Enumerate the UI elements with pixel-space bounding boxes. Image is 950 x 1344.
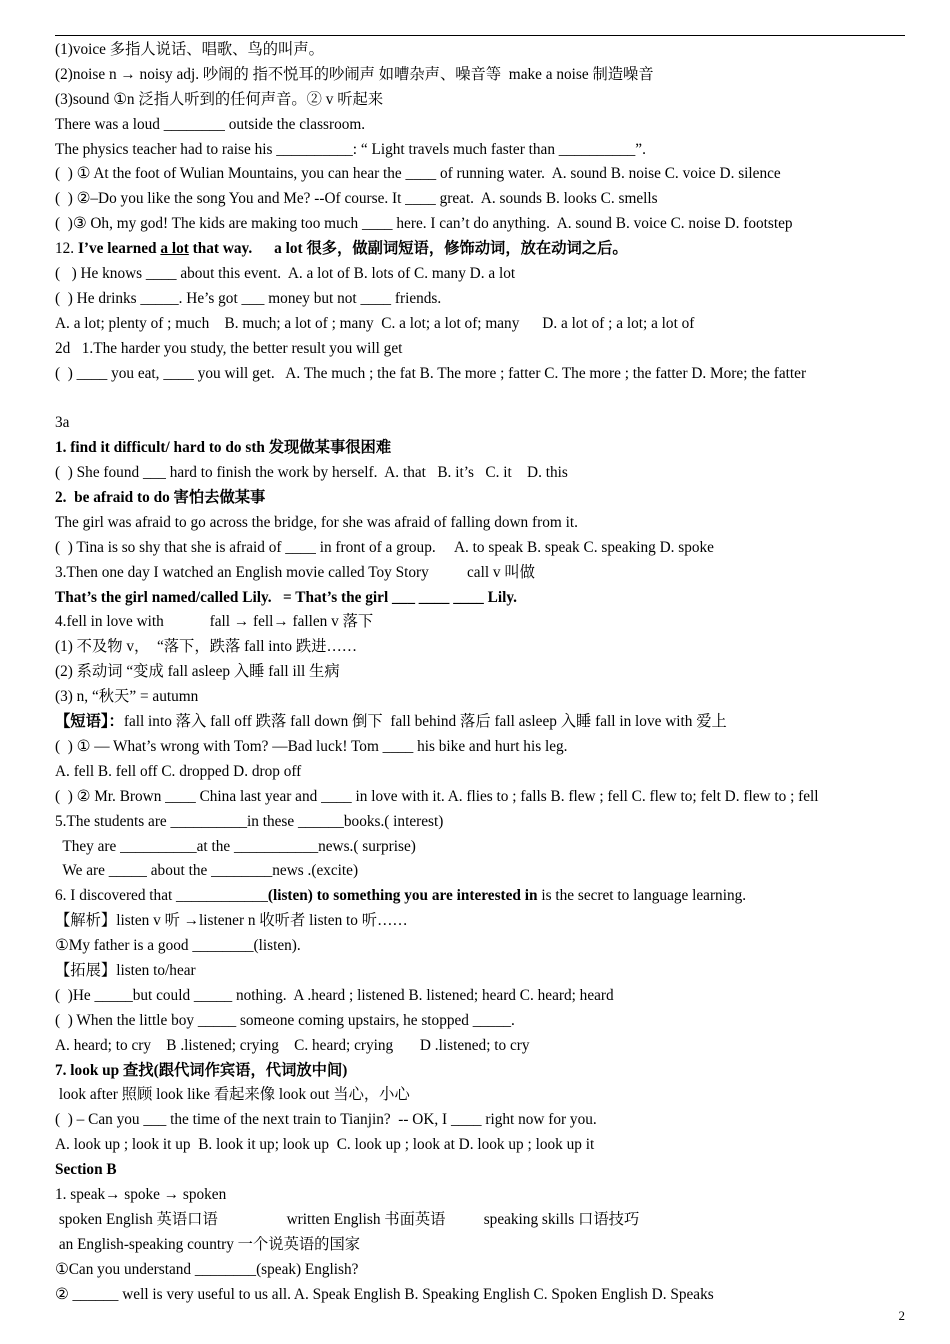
text-line: 【解析】listen v 听 →listener n 收听者 listen to 听…… bbox=[55, 912, 408, 930]
line-number: 12. bbox=[55, 240, 78, 258]
text-line: ( ) ① At the foot of Wulian Mountains, you can hear the ____ of running water. A. sound B. noise C. voice D. silence bbox=[55, 165, 781, 183]
text-line: (2) 系动词 “变成 fall asleep 入睡 fall ill 生病 bbox=[55, 663, 340, 681]
text-line: Section B bbox=[55, 1161, 117, 1179]
text-line: We are _____ about the ________news .(excite) bbox=[55, 862, 359, 880]
text-line: ( )③ Oh, my god! The kids are making too much ____ here. I can’t do anything. A. sound B. voice C. noise D. footstep bbox=[55, 215, 793, 233]
text-line: (1) 不及物 v， “落下，跌落 fall into 跌进…… bbox=[55, 638, 358, 656]
text-line: (3) n, “秋天” = autumn bbox=[55, 688, 199, 706]
phrase: that way. bbox=[188, 240, 253, 258]
text-line: 5.The students are __________in these ______books.( interest) bbox=[55, 812, 444, 830]
text-line bbox=[55, 710, 915, 735]
text-line: A. heard; to cry B .listened; crying C. heard; crying D .listened; to cry bbox=[55, 1036, 530, 1054]
sentence: is the secret to language learning. bbox=[537, 887, 747, 905]
phrase: I’ve learned bbox=[77, 240, 161, 258]
text-line bbox=[55, 237, 915, 262]
text-line: ( ) ② Mr. Brown ____ China last year and ____ in love with it. A. flies to ; falls B. flew ; fell C. flew to; felt D. flew to ; fell bbox=[55, 787, 819, 805]
text-line: That’s the girl named/called Lily. = That’s the girl ___ ____ ____ Lily. bbox=[55, 588, 517, 606]
text-line: ( ) She found ___ hard to finish the work by herself. A. that B. it’s C. it D. this bbox=[55, 464, 568, 482]
text-line: ①Can you understand ________(speak) English? bbox=[55, 1260, 359, 1278]
text-line: ( ) ②–Do you like the song You and Me? --Of course. It ____ great. A. sounds B. looks C. smells bbox=[55, 190, 658, 208]
text-line: A. look up ; look it up B. look it up; look up C. look up ; look at D. look up ; look up it bbox=[55, 1136, 595, 1154]
text-line: ( ) When the little boy _____ someone coming upstairs, he stopped _____. bbox=[55, 1011, 515, 1029]
text-line: 2. be afraid to do 害怕去做某事 bbox=[55, 489, 266, 507]
text-line: ①My father is a good ________(listen). bbox=[55, 937, 301, 955]
document-body bbox=[55, 38, 915, 1307]
text-line: 4.fell in love with fall → fell→ fallen v 落下 bbox=[55, 613, 374, 631]
text-line: 1. find it difficult/ hard to do sth 发现做某事很困难 bbox=[55, 439, 392, 457]
text-line: ( ) – Can you ___ the time of the next train to Tianjin? -- OK, I ____ right now for you. bbox=[55, 1111, 597, 1129]
sentence: 6. I discovered that ____________ bbox=[55, 887, 268, 905]
text-line: They are __________at the ___________news.( surprise) bbox=[55, 837, 416, 855]
text-line: ② ______ well is very useful to us all. A. Speak English B. Speaking English C. Spoken English D. Speaks bbox=[55, 1285, 714, 1303]
highlighted-phrase: (listen) to something you are interested in bbox=[267, 887, 538, 905]
text-line: 3a bbox=[55, 414, 70, 432]
text-line: 2d 1.The harder you study, the better result you will get bbox=[55, 339, 403, 357]
text-line: an English-speaking country 一个说英语的国家 bbox=[55, 1235, 361, 1253]
text-line: (2)noise n → noisy adj. 吵闹的 指不悦耳的吵闹声 如嘈杂声、噪音等 make a noise 制造噪音 bbox=[55, 65, 654, 83]
text-line: A. fell B. fell off C. dropped D. drop off bbox=[55, 762, 302, 780]
text-line: The girl was afraid to go across the bridge, for she was afraid of falling down from it. bbox=[55, 513, 578, 531]
text-line: ( ) Tina is so shy that she is afraid of ____ in front of a group. A. to speak B. speak C. speaking D. spoke bbox=[55, 538, 714, 556]
underlined-phrase: a lot bbox=[160, 240, 189, 258]
text-line: (1)voice 多指人说话、唱歌、鸟的叫声。 bbox=[55, 41, 324, 58]
text-line: 1. speak→ spoke → spoken bbox=[55, 1185, 227, 1203]
text-line bbox=[55, 386, 915, 411]
text-line: A. a lot; plenty of ; much B. much; a lot of ; many C. a lot; a lot of; many D. a lot of ; a lot; a lot of bbox=[55, 314, 695, 332]
text-line: ( )He _____but could _____ nothing. A .heard ; listened B. listened; heard C. heard; heard bbox=[55, 986, 614, 1004]
section-label: 【短语】： bbox=[55, 713, 124, 731]
header-rule bbox=[55, 35, 905, 36]
text-line: 3.Then one day I watched an English movie called Toy Story call v 叫做 bbox=[55, 563, 535, 581]
text-line: ( ) ① — What’s wrong with Tom? —Bad luck! Tom ____ his bike and hurt his leg. bbox=[55, 737, 568, 755]
text-line: spoken English 英语口语 written English 书面英语 speaking skills 口语技巧 bbox=[55, 1210, 640, 1228]
phrase-list: fall into 落入 fall off 跌落 fall down 倒下 fall behind 落后 fall asleep 入睡 fall in love with 爱上 bbox=[123, 713, 727, 731]
explanation: a lot 很多，做副词短语，修饰动词，放在动词之后。 bbox=[274, 240, 628, 258]
text-line: 7. look up 查找(跟代词作宾语，代词放中间) bbox=[55, 1061, 348, 1079]
text-line: look after 照顾 look like 看起来像 look out 当心，小心 bbox=[55, 1086, 410, 1104]
text-line: (3)sound ①n 泛指人听到的任何声音。② v 听起来 bbox=[55, 90, 384, 108]
text-line: The physics teacher had to raise his __________: “ Light travels much faster than __________”. bbox=[55, 140, 646, 158]
text-line: ( ) He drinks _____. He’s got ___ money but not ____ friends. bbox=[55, 289, 442, 307]
text-line bbox=[55, 884, 915, 909]
text-line: ( ) He knows ____ about this event. A. a lot of B. lots of C. many D. a lot bbox=[55, 265, 516, 283]
text-line: There was a loud ________ outside the classroom. bbox=[55, 115, 366, 133]
text-line: ( ) ____ you eat, ____ you will get. A. The much ; the fat B. The more ; fatter C. The more ; the fatter D. More; the fatter bbox=[55, 364, 807, 382]
page-number: 2 bbox=[898, 1308, 905, 1323]
text-line: 【拓展】listen to/hear bbox=[55, 961, 196, 979]
